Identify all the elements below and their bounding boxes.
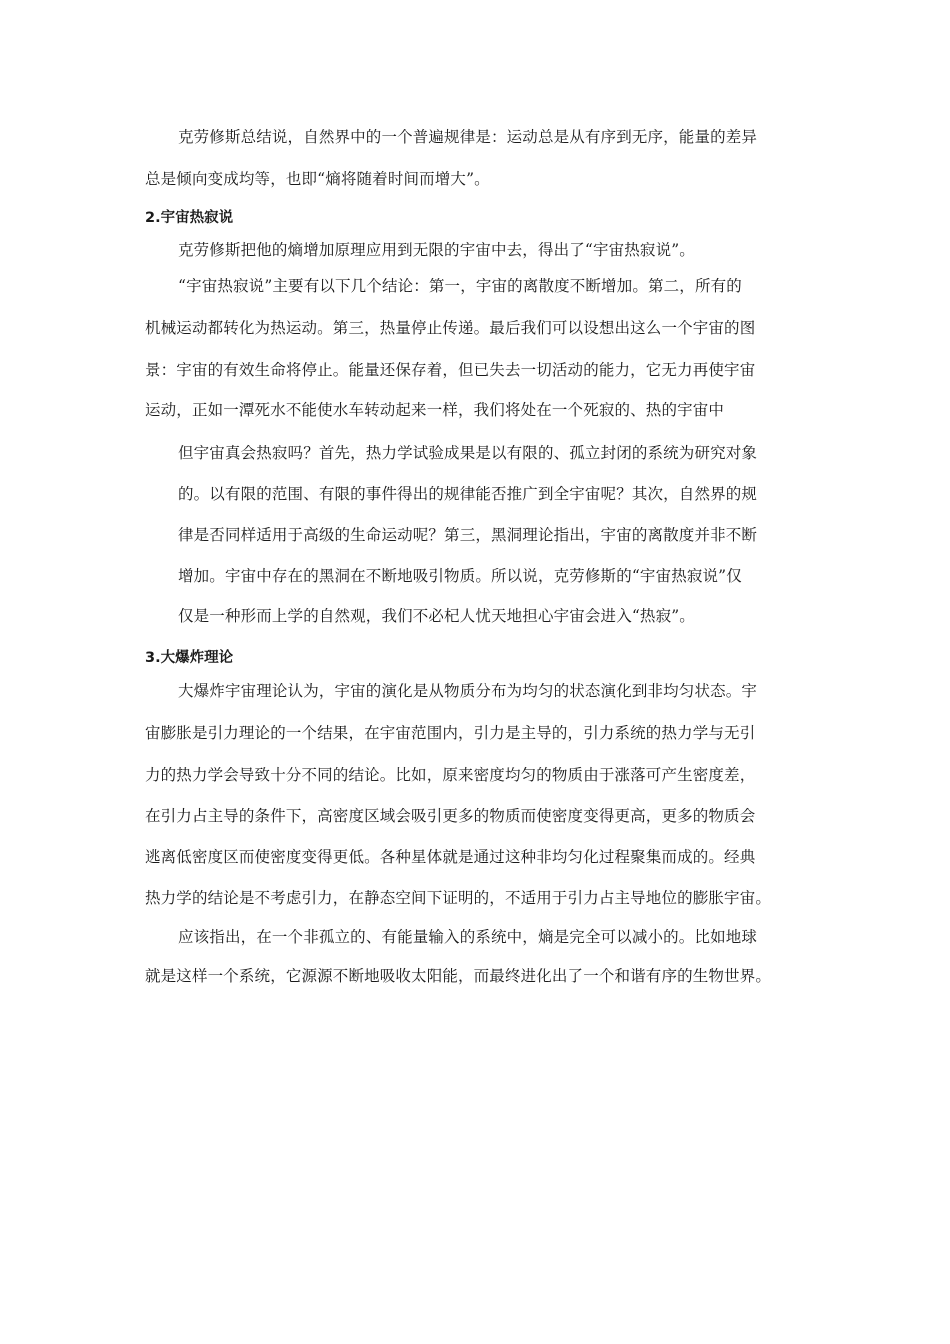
paragraph-line: 律是否同样适用于高级的生命运动呢？第三，黑洞理论指出，宇宙的离散度并非不断 (178, 526, 758, 544)
paragraph-line: 热力学的结论是不考虑引力，在静态空间下证明的，不适用于引力占主导地位的膨胀宇宙。 (145, 889, 772, 907)
paragraph-line: 但宇宙真会热寂吗？首先，热力学试验成果是以有限的、孤立封闭的系统为研究对象 (178, 444, 758, 462)
paragraph-line: 运动，正如一潭死水不能使水车转动起来一样，我们将处在一个死寂的、热的宇宙中 (145, 401, 725, 419)
paragraph-line: 增加。宇宙中存在的黑洞在不断地吸引物质。所以说，克劳修斯的“宇宙热寂说”仅 (178, 567, 742, 585)
paragraph-line: 在引力占主导的条件下，高密度区域会吸引更多的物质而使密度变得更高，更多的物质会 (145, 807, 756, 825)
section-heading-3: 3.大爆炸理论 (145, 650, 234, 666)
paragraph-line: 宙膨胀是引力理论的一个结果，在宇宙范围内，引力是主导的，引力系统的热力学与无引 (145, 724, 756, 742)
paragraph-line: 逃离低密度区而使密度变得更低。各种星体就是通过这种非均匀化过程聚集而成的。经典 (145, 848, 756, 866)
section-heading-2: 2.宇宙热寂说 (145, 210, 234, 226)
paragraph-line: 的。以有限的范围、有限的事件得出的规律能否推广到全宇宙呢？其次，自然界的规 (178, 485, 758, 503)
paragraph-line: 机械运动都转化为热运动。第三，热量停止传递。最后我们可以设想出这么一个宇宙的图 (145, 319, 756, 337)
paragraph-line: 应该指出，在一个非孤立的、有能量输入的系统中，熵是完全可以减小的。比如地球 (178, 928, 758, 946)
paragraph-line: 力的热力学会导致十分不同的结论。比如，原来密度均匀的物质由于涨落可产生密度差， (145, 766, 756, 784)
paragraph-line: 克劳修斯把他的熵增加原理应用到无限的宇宙中去，得出了“宇宙热寂说”。 (178, 241, 695, 259)
paragraph-line: 就是这样一个系统，它源源不断地吸收太阳能，而最终进化出了一个和谐有序的生物世界。 (145, 967, 772, 985)
paragraph-line: 大爆炸宇宙理论认为，宇宙的演化是从物质分布为均匀的状态演化到非均匀状态。宇 (178, 682, 758, 700)
paragraph-line: 总是倾向变成均等，也即“熵将随着时间而增大”。 (145, 170, 490, 188)
paragraph-line: 克劳修斯总结说，自然界中的一个普遍规律是：运动总是从有序到无序，能量的差异 (178, 128, 758, 146)
paragraph-line: 景：宇宙的有效生命将停止。能量还保存着，但已失去一切活动的能力，它无力再使宇宙 (145, 361, 756, 379)
paragraph-line: 仅是一种形而上学的自然观，我们不必杞人忧天地担心宇宙会进入“热寂”。 (178, 607, 695, 625)
paragraph-line: “宇宙热寂说”主要有以下几个结论：第一，宇宙的离散度不断增加。第二，所有的 (178, 277, 742, 295)
